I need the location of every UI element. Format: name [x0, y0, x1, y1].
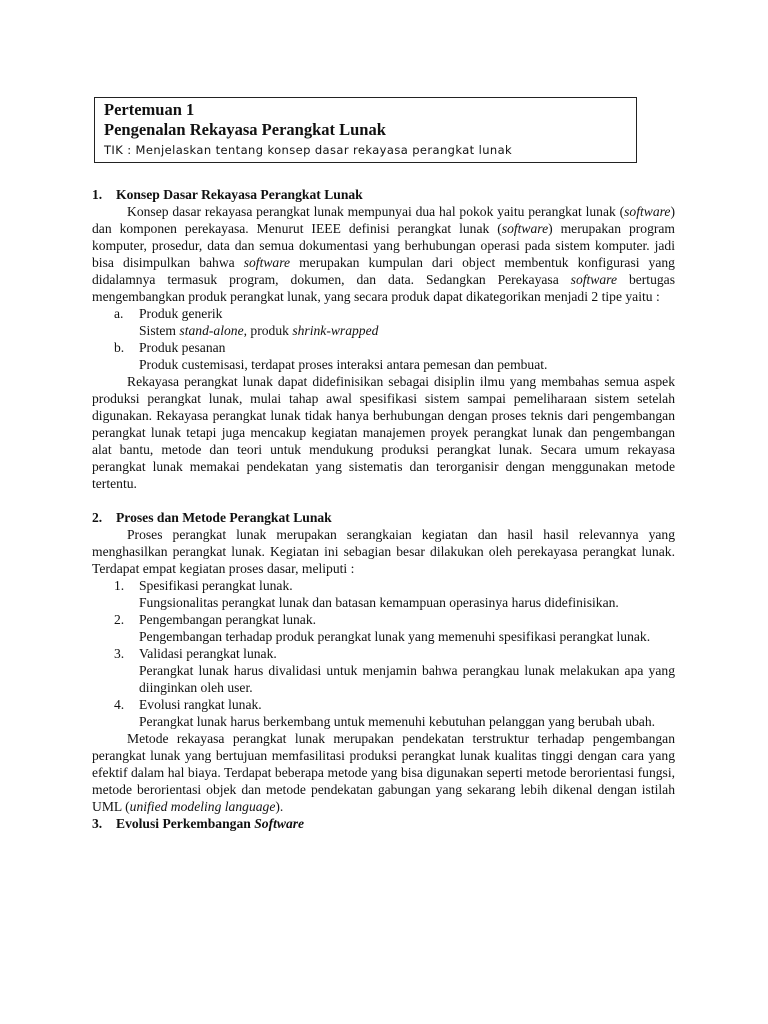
list-item: b. Produk pesanan — [114, 340, 226, 355]
list-item: 3. Validasi perangkat lunak. — [114, 646, 277, 661]
list-item-description: Pengembangan terhadap produk perangkat lunak yang memenuhi spesifikasi perangkat lunak. — [139, 629, 651, 644]
list-item-description: Perangkat lunak harus berkembang untuk memenuhi kebutuhan pelanggan yang berubah ubah. — [139, 714, 656, 729]
section-2-heading: 2. Proses dan Metode Perangkat Lunak — [92, 510, 332, 525]
list-item-description: Produk custemisasi, terdapat proses interaksi antara pemesan dan pembuat. — [139, 357, 548, 372]
section-1-heading: 1. Konsep Dasar Rekayasa Perangkat Lunak — [92, 187, 363, 202]
list-item: 4. Evolusi rangkat lunak. — [114, 697, 262, 712]
section-2-paragraph-1: Proses perangkat lunak merupakan serangkaian kegiatan dan hasil hasil relevannya yang menghasilkan perangkat lunak. Kegiatan ini sebagian besar dilakukan oleh perekayasa perangkat lunak. Terdapat empat kegiatan proses dasar, meliputi : — [92, 527, 675, 576]
list-item: 2. Pengembangan perangkat lunak. — [114, 612, 317, 627]
list-item: 1. Spesifikasi perangkat lunak. — [114, 578, 293, 593]
list-item: a. Produk generik — [114, 306, 223, 321]
lesson-number: Pertemuan 1 — [104, 100, 195, 119]
list-item-description: Fungsionalitas perangkat lunak dan batasan kemampuan operasinya harus didefinisikan. — [139, 595, 619, 610]
lesson-header-box — [94, 97, 637, 163]
learning-objective: TIK : Menjelaskan tentang konsep dasar rekayasa perangkat lunak — [104, 143, 513, 157]
section-3-heading: 3. Evolusi Perkembangan Software — [92, 816, 305, 831]
section-1-paragraph-2: Rekayasa perangkat lunak dapat didefinisikan sebagai disiplin ilmu yang membahas semua aspek produksi perangkat lunak, mulai tahap awal spesifikasi sistem sampai pemeliharaan sistem setelah digunakan. Rekayasa perangkat lunak tidak hanya berhubungan dengan proses teknis dari pengembangan perangkat lunak tetapi juga mencakup kegiatan manajemen proyek perangkat lunak dan pengembangan alat bantu, metode dan teori untuk mendukung produksi perangkat lunak. Secara umum rekayasa perangkat lunak memakai pendekatan yang sistematis dan terorganisir dengan menggunakan metode tertentu. — [92, 374, 675, 491]
lesson-title: Pengenalan Rekayasa Perangkat Lunak — [104, 120, 386, 139]
list-item-description: Perangkat lunak harus divalidasi untuk menjamin bahwa perangkau lunak melakukan apa yang diinginkan oleh user. — [139, 663, 675, 695]
section-1-paragraph-1: Konsep dasar rekayasa perangkat lunak mempunyai dua hal pokok yaitu perangkat lunak (software) dan komponen perekayasa. Menurut IEEE definisi perangkat lunak (software) merupakan program komputer, prosedur, data dan semua dokumentasi yang berhubungan operasi pada sistem komputer. jadi bisa disimpulkan bahwa software merupakan kumpulan dari object membentuk konfigurasi yang didalamnya termasuk program, dokumen, dan data. Sedangkan Perekayasa software bertugas mengembangkan produk perangkat lunak, yang secara produk dapat dikategorikan menjadi 2 tipe yaitu : — [92, 204, 676, 304]
document-body — [92, 186, 675, 832]
section-2-paragraph-2: Metode rekayasa perangkat lunak merupakan pendekatan terstruktur terhadap pengembangan perangkat lunak yang bertujuan memfasilitasi produksi perangkat lunak kualitas tinggi dengan cara yang efektif dalam hal biaya. Terdapat beberapa metode yang bisa digunakan seperti metode berorientasi fungsi, metode berorientasi objek dan metode pendekatan gabungan yang sekarang lebih dikenal dengan istilah UML (unified modeling language). — [92, 731, 675, 814]
spacer — [92, 492, 675, 509]
list-item-description: Sistem stand-alone, produk shrink-wrapped — [139, 323, 379, 338]
